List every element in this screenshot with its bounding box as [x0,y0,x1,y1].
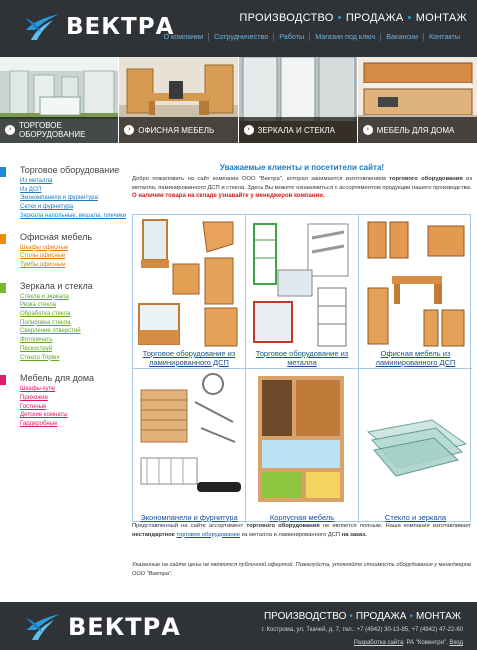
slogan-separator: • [407,12,412,24]
developer-link[interactable]: Разработка сайта [353,640,404,646]
sidebar-item-wardrobes[interactable]: Шкафы-купе [20,386,56,393]
main-content [132,163,472,199]
custom-equipment-link[interactable]: торговое оборудование [176,531,241,538]
login-link[interactable]: Вход [449,640,463,646]
category-banner [0,57,477,143]
sidebar-item-nets[interactable]: Сетки и фурнитура [20,204,74,211]
slogan-separator: • [349,611,353,622]
tile-label [239,117,357,143]
product-card[interactable] [359,215,472,369]
tile-label-line: ОБОРУДОВАНИЕ [19,130,86,139]
sidebar-item-econompanels[interactable]: Экономпанели и фурнитура [20,195,98,202]
stock-notice: О наличии товара на складе узнавайте у менеджеров компании. [132,193,325,199]
sidebar-item-dsp[interactable]: Из ДСП [20,186,42,193]
product-link[interactable]: Корпусная мебель [269,512,335,522]
tile-label-line: ОФИСНАЯ МЕБЕЛЬ [138,125,215,135]
sidebar-group-title: Зеркала и стекла [20,280,93,291]
product-card[interactable] [133,369,246,523]
tile-label [0,117,118,143]
sidebar-item-glass-polishing[interactable]: Полировка стекла [20,319,71,326]
price-disclaimer: Указанные на сайте цены не являются публичной офертой. Пожалуйста, уточняйте стоимость оборудования у менеджеров ООО "Вектра". [132,562,471,577]
sidebar-group-title: Торговое оборудование [20,165,120,175]
sidebar-group-title: Офисная мебель [20,231,93,242]
intro-text: Добро пожаловать на сайт компании ООО "Вектра", которая занимается изготовлением торгового оборудования из металла, ламинированного ДСП и стекла. Здесь Вы можете ознакомиться с ассортиментом продукции нашего производства. [132,176,472,191]
sidebar-item-photoprint[interactable]: Фотопечать [20,337,53,344]
slogan-word: ПРОИЗВОДСТВО [239,12,334,24]
tile-label-line: ЗЕРКАЛА И СТЕКЛА [257,125,335,135]
chevron-right-icon: › [363,125,373,135]
footer-slogan [264,611,461,622]
slogan-word: МОНТАЖ [415,611,461,622]
chevron-right-icon: › [124,125,134,135]
chevron-right-icon: › [244,125,254,135]
office-furniture-product-image [362,218,470,350]
nav-cooperation[interactable]: Сотрудничество [208,33,273,41]
product-card[interactable] [133,215,246,369]
header-slogan [239,12,467,24]
sidebar-item-living-rooms[interactable]: Гостиные [20,403,47,410]
assortment-note: Представленный на сайте ассортимент торгового оборудования не является полным. Наша компания изготавливает нестандартное торговое оборудование из металла и ламинированного ДСП на заказ. [132,523,472,538]
footer-developer: Разработка сайта: РА "Ковентри". Вход [353,640,463,646]
logo-text: ВЕКТРА [68,613,181,641]
product-grid [132,214,471,522]
sidebar-group-home [17,373,135,429]
sidebar-group-office [17,232,135,270]
footer-address: г. Кострома, ул. Ткачей, д. 7, тел.: +7 (4942) 30-13-85, +7 (4942) 47-22-60 [261,627,463,633]
sidebar-item-glass-mirrors[interactable]: Стекла и зеркала [20,293,69,300]
product-link[interactable]: Стекло и зеркала [384,512,447,522]
metal-retail-image [248,218,356,350]
site-footer [0,602,477,650]
sidebar-item-metal[interactable]: Из металла [20,178,53,184]
sidebar-item-dressing-rooms[interactable]: Гардеробные [20,421,58,428]
sidebar-item-office-tables[interactable]: Столы офисные [20,253,66,260]
nav-about[interactable]: О компании [163,32,204,41]
sidebar-item-glass-processing[interactable]: Обработка стекла [20,311,71,318]
tile-label [119,117,237,143]
product-link[interactable]: Офисная мебель из ламинированного ДСП [375,349,456,367]
product-link[interactable]: Торговое оборудование из ламинированного ДСП [142,349,236,367]
sidebar-catalog [17,165,135,440]
sidebar-item-sandblast[interactable]: Пескоструй [20,345,53,352]
banner-tile-office[interactable] [119,57,238,143]
product-card[interactable] [246,369,359,523]
nav-turnkey-shop[interactable]: Магазин под ключ [309,33,380,41]
tile-label [358,117,477,143]
nav-contacts[interactable]: Контакты [423,33,465,41]
sidebar-item-glass-cutting[interactable]: Резка стекла [20,302,57,309]
sidebar-item-floor-mirrors[interactable]: Зеркала напольные, вешала, плечики [20,212,127,219]
slogan-word: ПРОДАЖА [355,611,407,622]
tile-label-line: ТОРГОВОЕ [19,121,62,130]
glass-sheets-image [362,372,470,504]
tile-label-line: МЕБЕЛЬ ДЛЯ ДОМА [376,125,455,135]
slogan-separator: • [409,611,413,622]
slogan-word: МОНТАЖ [415,12,467,24]
logo[interactable] [23,10,174,44]
top-navigation [158,33,465,41]
sidebar-group-retail [17,165,135,221]
logo-icon [23,10,61,44]
site-header [0,0,477,57]
nav-vacancies[interactable]: Вакансии [380,33,423,41]
econompanels-image [135,372,243,504]
dsp-retail-image [135,218,243,350]
welcome-heading: Уважаемые клиенты и посетители сайта! [219,163,385,172]
sidebar-item-hallways[interactable]: Прихожие [20,394,48,401]
sidebar-group-title: Мебель для дома [20,373,95,384]
chevron-right-icon: › [5,125,15,135]
logo-icon [23,610,63,644]
slogan-separator: • [337,12,342,24]
logo-text: ВЕКТРА [66,14,175,40]
sidebar-item-drilling[interactable]: Сверление отверстий [20,328,81,335]
cabinet-furniture-image [248,372,356,504]
banner-tile-home[interactable] [358,57,477,143]
sidebar-item-office-cabinets[interactable]: Шкафы офисные [20,244,69,251]
slogan-word: ПРОИЗВОДСТВО [263,611,347,622]
sidebar-item-kids-rooms[interactable]: Детские комнаты [20,412,68,419]
banner-tile-glass[interactable] [239,57,358,143]
product-card[interactable] [359,369,472,523]
sidebar-item-triplex[interactable]: Стекло Triplex [20,354,60,361]
product-link[interactable]: Экономпанели и фурнитура [140,512,238,522]
sidebar-group-glass [17,281,135,363]
sidebar-item-office-pedestals[interactable]: Тумбы офисные [20,261,66,268]
footer-logo[interactable] [23,610,181,644]
banner-tile-retail[interactable] [0,57,119,143]
product-link[interactable]: Торговое оборудование из металла [255,349,349,367]
nav-works[interactable]: Работы [273,33,309,41]
product-card[interactable] [246,215,359,369]
slogan-word: ПРОДАЖА [345,12,404,24]
